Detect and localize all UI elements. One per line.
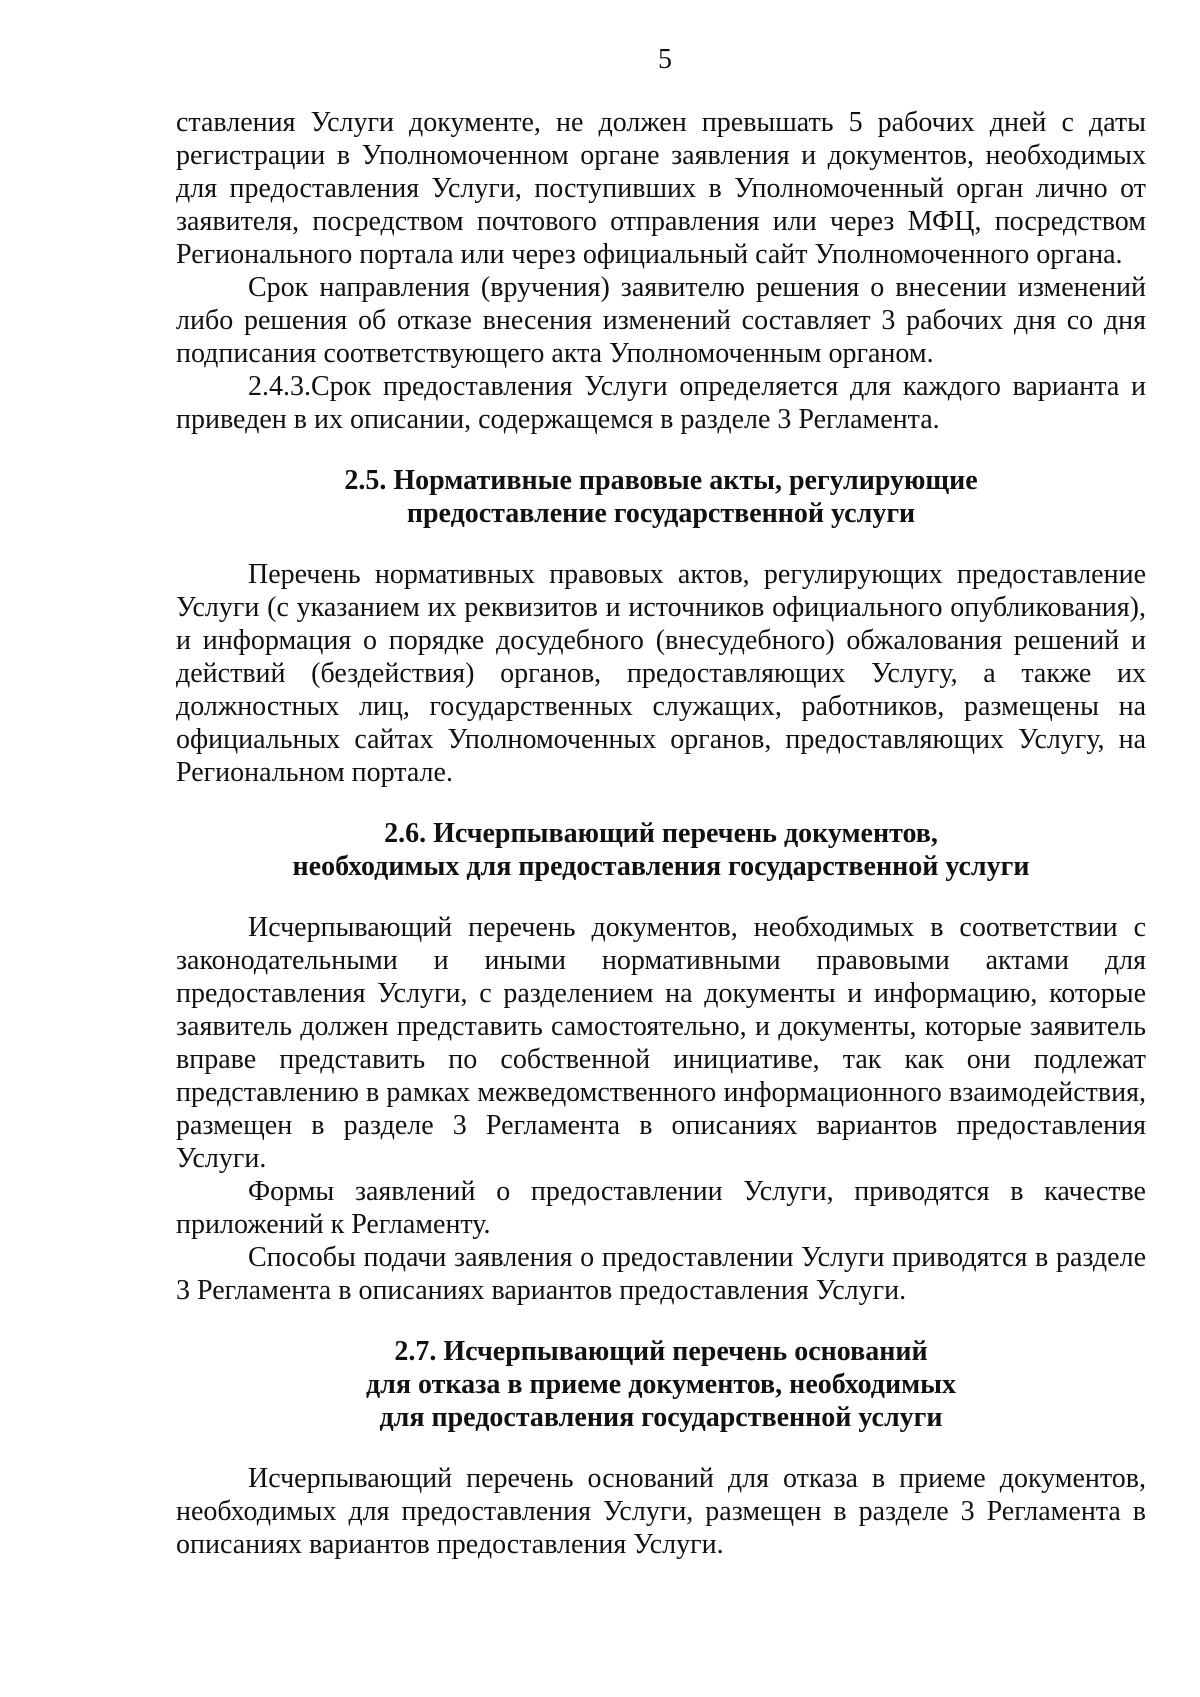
heading-line: 2.5. Нормативные правовые акты, регулирующие — [344, 465, 978, 496]
heading-line: 2.7. Исчерпывающий перечень оснований — [394, 1336, 928, 1367]
heading-line: для отказа в приеме документов, необходимых — [365, 1369, 957, 1400]
heading-line: для предоставления государственной услуги — [379, 1402, 943, 1433]
paragraph: Формы заявлений о предоставлении Услуги, приводятся в качестве приложений к Регламенту. — [176, 1176, 1146, 1240]
paragraph: 2.4.3.Срок предоставления Услуги определяется для каждого варианта и приведен в их описании, содержащемся в разделе 3 Регламента. — [176, 371, 1146, 435]
heading-line: предоставление государственной услуги — [406, 498, 916, 529]
section-heading-2-7 — [176, 1335, 1146, 1434]
document-body — [176, 106, 1146, 1561]
heading-line: необходимых для предоставления государственной услуги — [292, 851, 1030, 882]
paragraph-continuation: ставления Услуги документе, не должен превышать 5 рабочих дней с даты регистрации в Уполномоченном органе заявления и документов, необходимых для предоставления Услуги, поступивших в Уполномоченный орган лично от заявителя, посредством почтового отправления или через МФЦ, посредством Регионального портала или через официальный сайт Уполномоченного органа. — [176, 107, 1146, 270]
paragraph: Способы подачи заявления о предоставлении Услуги приводятся в разделе 3 Регламента в описаниях вариантов предоставления Услуги. — [176, 1242, 1146, 1306]
paragraph: Исчерпывающий перечень документов, необходимых в соответствии с законодательными и иными нормативными правовыми актами для предоставления Услуги, с разделением на документы и информацию, которые заявитель должен представить самостоятельно, и документы, которые заявитель вправе представить по собственной инициативе, так как они подлежат представлению в рамках межведомственного информационного взаимодействия, размещен в разделе 3 Регламента в описаниях вариантов предоставления Услуги. — [176, 912, 1146, 1174]
section-heading-2-5 — [176, 464, 1146, 530]
heading-line: 2.6. Исчерпывающий перечень документов, — [384, 818, 938, 849]
paragraph: Перечень нормативных правовых актов, регулирующих предоставление Услуги (с указанием их реквизитов и источников официального опубликования), и информация о порядке досудебного (внесудебного) обжалования решений и действий (бездействия) органов, предоставляющих Услугу, а также их должностных лиц, государственных служащих, работников, размещены на официальных сайтах Уполномоченных органов, предоставляющих Услугу, на Региональном портале. — [176, 559, 1146, 788]
page-number: 5 — [658, 44, 672, 75]
paragraph: Исчерпывающий перечень оснований для отказа в приеме документов, необходимых для предоставления Услуги, размещен в разделе 3 Регламента в описаниях вариантов предоставления Услуги. — [176, 1463, 1146, 1560]
paragraph: Срок направления (вручения) заявителю решения о внесении изменений либо решения об отказе внесения изменений составляет 3 рабочих дня со дня подписания соответствующего акта Уполномоченным органом. — [176, 272, 1146, 369]
section-heading-2-6 — [176, 817, 1146, 883]
